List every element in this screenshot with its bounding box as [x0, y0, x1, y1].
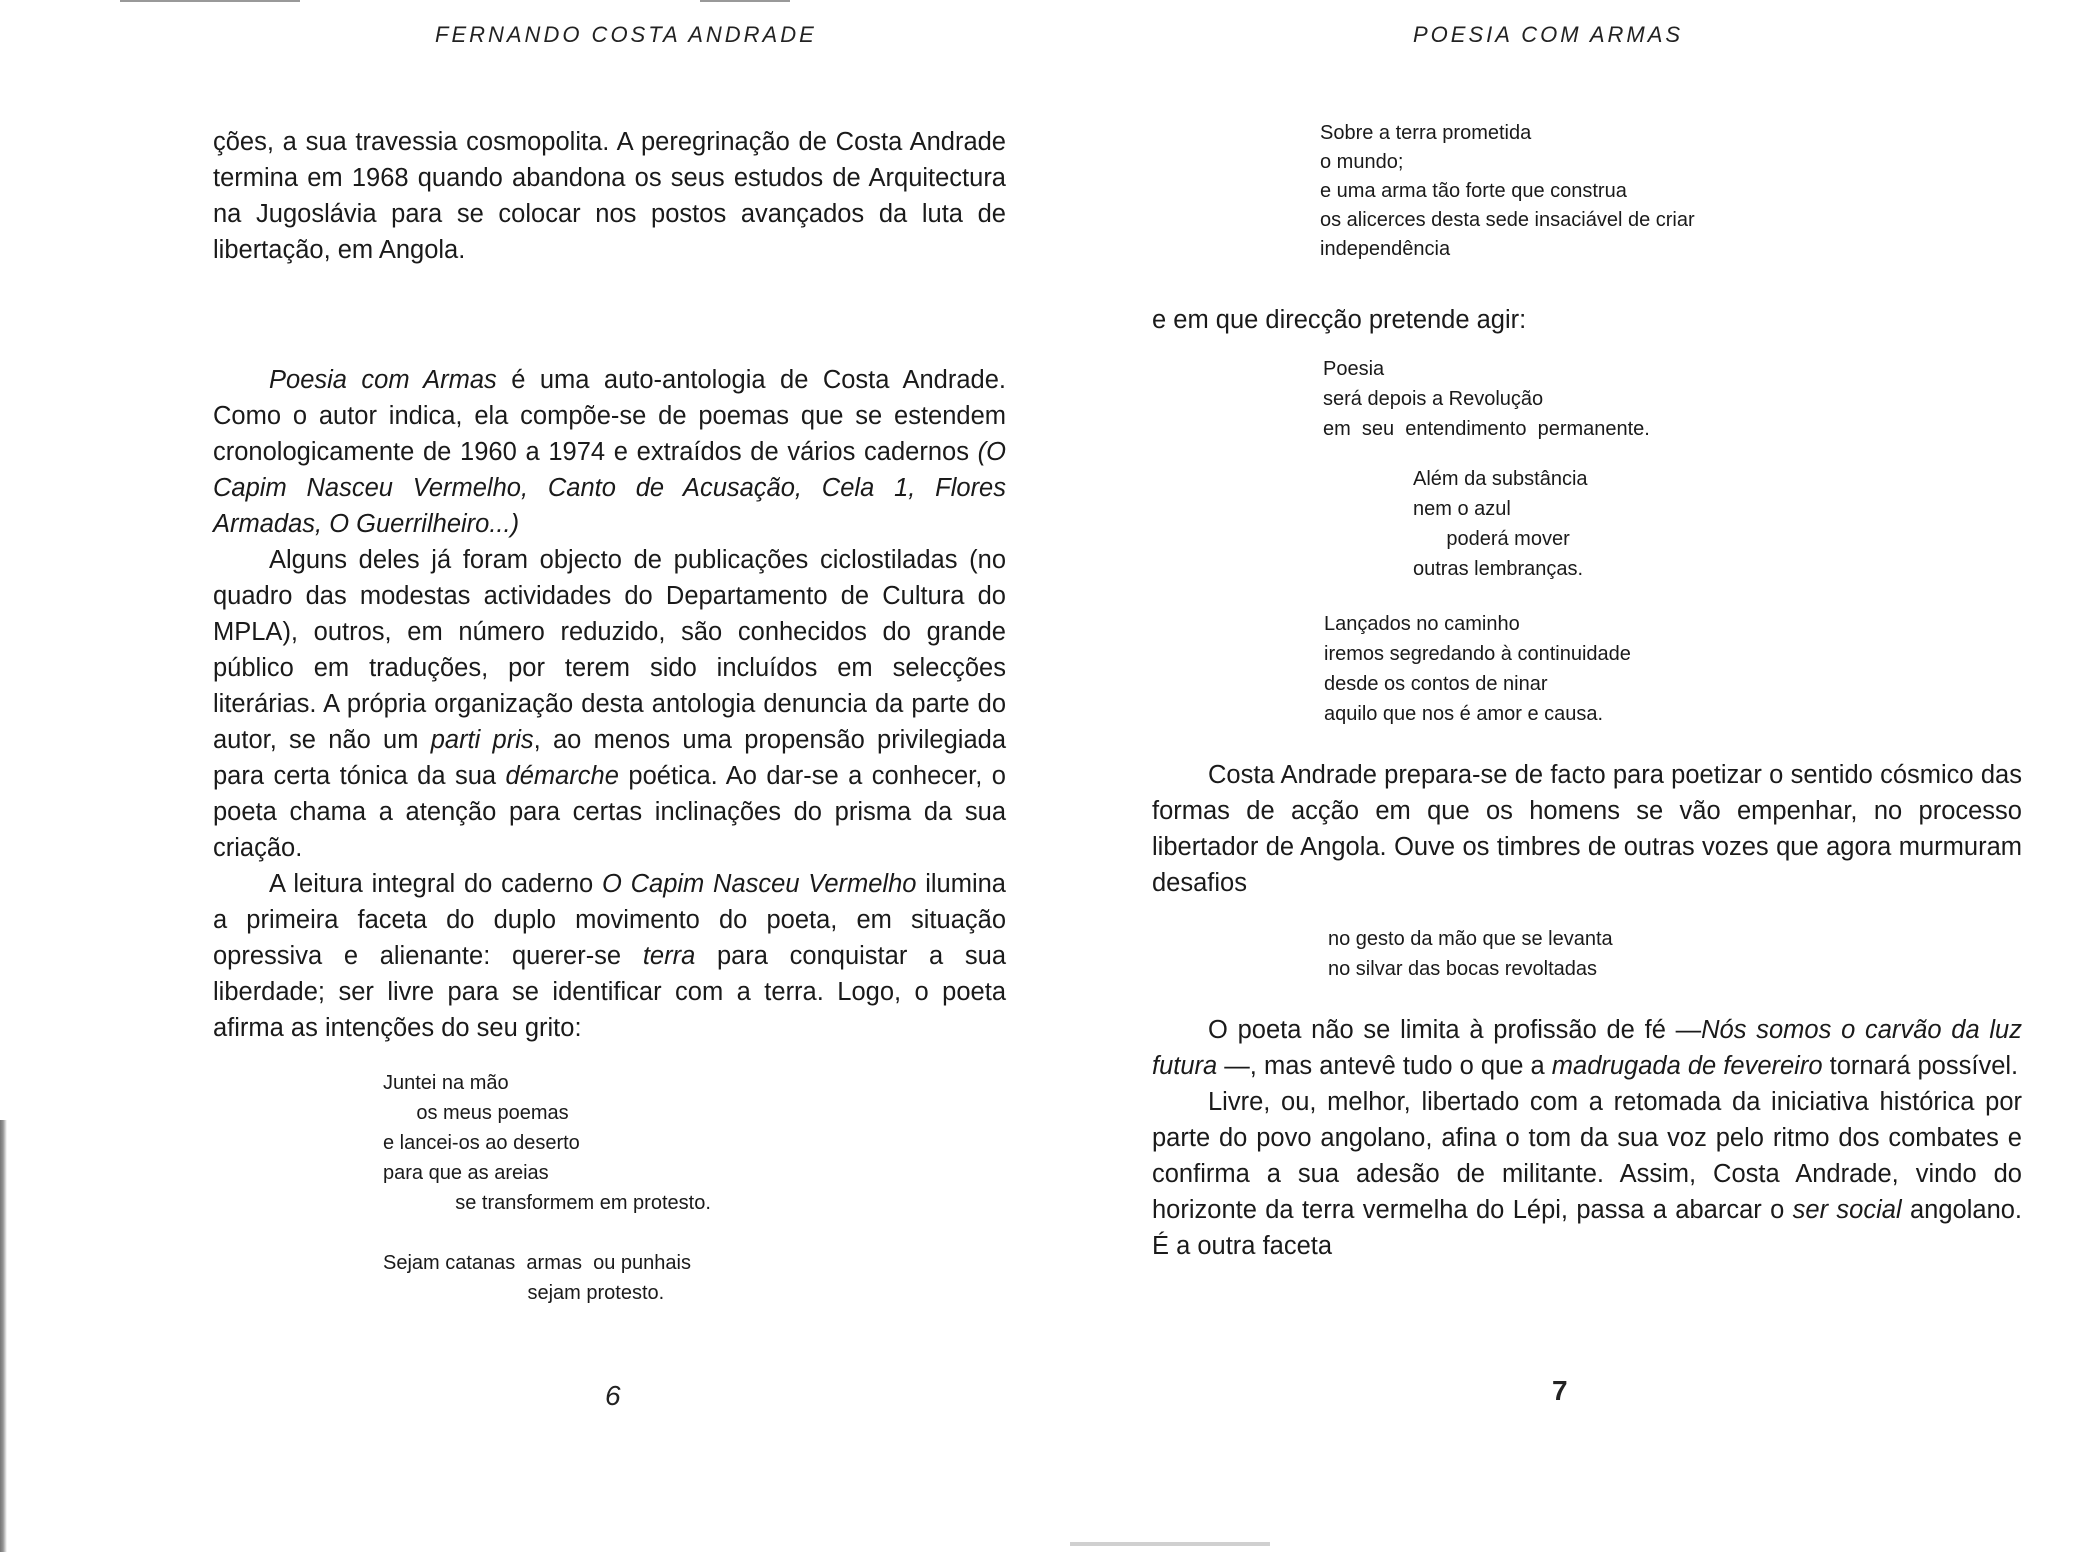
page-number: 6 — [605, 1380, 621, 1411]
verse-line: Juntei na mão — [383, 1072, 509, 1094]
verse-line: independência — [1320, 238, 1451, 260]
verse-line: iremos segredando à continuidade — [1324, 643, 1631, 665]
verse-line: nem o azul — [1413, 498, 1511, 520]
right-page — [1060, 0, 2080, 1552]
paragraph: Livre, ou, melhor, libertado com a retomada da iniciativa histórica por parte do povo angolano, afina o tom da sua voz pelo ritmo dos combates e confirma a sua adesão de militante. Assim, Costa Andrade, vindo do horizonte da terra vermelha do Lépi, passa a abarcar o ser social angolano. É a outra faceta — [1152, 1088, 2023, 1260]
verse-line: outras lembranças. — [1413, 558, 1584, 580]
page-number: 7 — [1552, 1375, 1568, 1406]
poem-excerpt — [1324, 609, 1631, 729]
verse-line: Sejam catanas armas ou punhais — [383, 1252, 691, 1274]
verse-line: sejam protesto. — [383, 1282, 665, 1304]
paragraph: A leitura integral do caderno O Capim Nasceu Vermelho ilumina a primeira faceta do duplo movimento do poeta, em situação opressiva e alienante: querer-se terra para conquistar a sua liberdade; ser livre para se identificar com a terra. Logo, o poeta afirma as intenções do seu grito: — [213, 870, 1006, 1042]
paragraph: Poesia com Armas é uma auto-antologia de Costa Andrade. Como o autor indica, ela compõe-se de poemas que se estendem cronologicamente de 1960 a 1974 e extraídos de vários cadernos (O Capim Nasceu Vermelho, Canto de Acusação, Cela 1, Flores Armadas, O Guerrilheiro...) — [213, 366, 1006, 538]
verse-line: e uma arma tão forte que construa — [1320, 180, 1627, 202]
paragraph: O poeta não se limita à profissão de fé —Nós somos o carvão da luz futura —, mas antevê tudo o que a madrugada de fevereiro tornará possível. — [1152, 1016, 2022, 1080]
body-text — [1152, 1012, 2022, 1264]
verse-line: será depois a Revolução — [1323, 388, 1544, 410]
poem-excerpt — [383, 1068, 711, 1308]
paragraph: Alguns deles já foram objecto de publicações ciclostiladas (no quadro das modestas actividades do Departamento de Cultura do MPLA), outros, em número reduzido, são conhecidos do grande público em traduções, por terem sido incluídos em selecções literárias. A própria organização desta antologia denuncia da parte do autor, se não um parti pris, ao menos uma propensão privilegiada para certa tónica da sua démarche poética. Ao dar-se a conhecer, o poeta chama a atenção para certas inclinações do prisma da sua criação. — [213, 546, 1007, 862]
running-head: FERNANDO COSTA ANDRADE — [435, 22, 817, 47]
verse-line: para que as areias — [383, 1162, 549, 1184]
verse-line: Sobre a terra prometida — [1320, 122, 1532, 144]
paragraph-text: ções, a sua travessia cosmopolita. A peregrinação de Costa Andrade termina em 1968 quando abandona os seus estudos de Arquitectura na Jugoslávia para se colocar nos postos avançados da luta de libertação, em Angola. — [213, 128, 1006, 264]
verse-line: no gesto da mão que se levanta — [1328, 928, 1613, 950]
verse-line: no silvar das bocas revoltadas — [1328, 958, 1598, 980]
verse-line: Além da substância — [1413, 468, 1588, 490]
verse-line: e lancei-os ao deserto — [383, 1132, 580, 1154]
verse-line: poderá mover — [1413, 528, 1570, 550]
verse-line: o mundo; — [1320, 151, 1404, 173]
paragraph-text: Costa Andrade prepara-se de facto para poetizar o sentido cósmico das formas de acção em que os homens se vão empenhar, no processo libertador de Angola. Ouve os timbres de outras vozes que agora murmuram desafios — [1152, 761, 2022, 897]
verse-line: Poesia — [1323, 358, 1385, 380]
works-list: (O Capim Nasceu Vermelho, Canto de Acusação, Cela 1, Flores Armadas, O Guerrilheiro...) — [213, 438, 1006, 538]
intro-line: e em que direcção pretende agir: — [1152, 306, 1527, 334]
verse-line: se transformem em protesto. — [383, 1192, 711, 1214]
verse-line: desde os contos de ninar — [1324, 673, 1548, 695]
verse-line: os alicerces desta sede insaciável de criar — [1320, 209, 1695, 231]
verse-line: aquilo que nos é amor e causa. — [1324, 703, 1604, 725]
verse-line: os meus poemas — [383, 1102, 569, 1124]
paragraph — [1152, 757, 2022, 901]
poem-excerpt — [1328, 924, 1613, 984]
verse-line: Lançados no caminho — [1324, 613, 1520, 635]
paragraph — [213, 124, 1006, 268]
poem-excerpt — [1320, 119, 1695, 264]
book-title: Poesia com Armas — [269, 366, 497, 394]
poem-excerpt — [1413, 464, 1588, 584]
verse-line — [383, 1218, 711, 1248]
running-head: POESIA COM ARMAS — [1413, 22, 1684, 47]
poem-excerpt — [1323, 354, 1650, 444]
verse-line: em seu entendimento permanente. — [1323, 418, 1650, 440]
body-text — [213, 362, 1006, 1046]
